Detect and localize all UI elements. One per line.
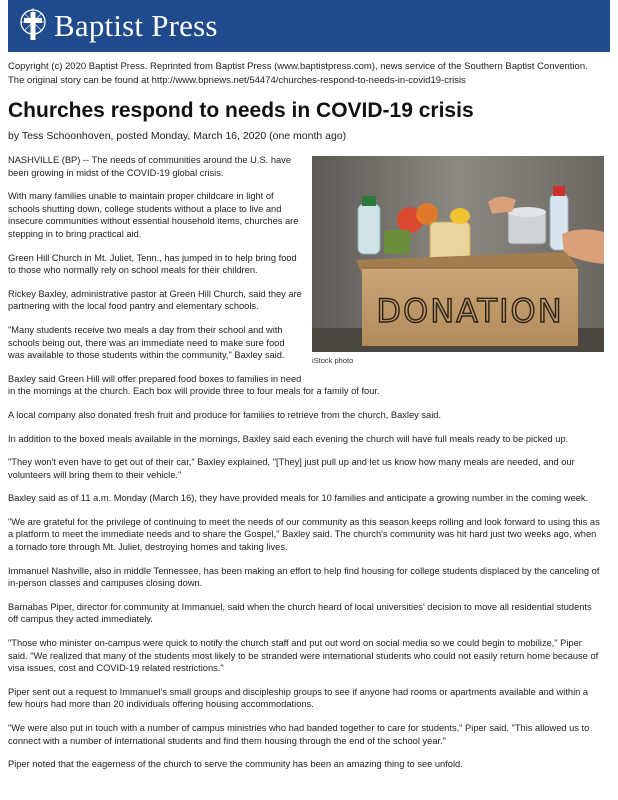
article-headline: Churches respond to needs in COVID-19 crisis — [8, 99, 474, 122]
paragraph: Piper sent out a request to Immanuel's small groups and discipleship groups to see if anyone had rooms or apartments available and within a few hours had more than 20 individuals offering housing accommodations. — [8, 686, 589, 710]
copyright-line: Copyright (c) 2020 Baptist Press. Reprinted from Baptist Press (www.baptistpress.com), news service of the Southern Baptist Convention. — [8, 61, 588, 72]
paragraph: Rickey Baxley, administrative pastor at Green Hill Church, said they are partnering with the local food pantry and elementary schools. — [8, 288, 302, 312]
paragraph: Barnabas Piper, director for community at Immanuel, said when the church heard of local universities' decision to move all residential students off campus they acted immediately. — [8, 601, 592, 625]
donation-box-image — [312, 156, 604, 352]
paragraph: "They won't even have to get out of their car," Baxley explained, "[They] just pull up and let us know how many meals are needed, and our volunteers will bring them to their vehicle." — [8, 457, 575, 480]
byline: by Tess Schoonhoven, posted Monday, March 16, 2020 (one month ago) — [8, 130, 347, 142]
paragraph: "Many students receive two meals a day from their school and with schools being out, there was an immediate need to make sure food was available to those students within the community," Baxley said. — [8, 324, 285, 361]
paragraph: Piper noted that the eagerness of the church to serve the community has been an amazing thing to see unfold. — [8, 759, 463, 770]
donation-photo — [312, 156, 604, 368]
paragraph: Baxley said as of 11 a.m. Monday (March 16), they have provided meals for 10 families and anticipate a growing number in the coming week. — [8, 493, 589, 504]
paragraph: "Those who minister on-campus were quick to notify the church staff and put out word on social media so we could begin to mobilize," Piper said. "We realized that many of the students most likely to be stranded were international students who could not easily return home because of visa issues, cost and COVID-19 related restrictions." — [8, 638, 599, 674]
paragraph: Green Hill Church in Mt. Juliet, Tenn., has jumped in to help bring food to those who normally rely on school meals for their children. — [8, 252, 297, 276]
brand-title[interactable]: Baptist Press — [54, 8, 218, 43]
source-link-line[interactable]: The original story can be found at http://www.bpnews.net/54474/churches-respond-to-needs-in-covid19-crisis — [8, 74, 466, 86]
paragraph: Immanuel Nashville, also in middle Tennessee, has been making an effort to help find housing for college students displaced by the canceling of in-person classes and campuses closing down. — [8, 565, 600, 589]
photo-caption: iStock photo — [312, 356, 354, 365]
paragraph: In addition to the boxed meals available in the mornings, Baxley said each evening the church will have full meals ready to be picked up. — [8, 433, 569, 444]
cross-emblem-icon — [18, 6, 48, 46]
paragraph: With many families unable to maintain proper childcare in light of schools shutting down, college students without a place to live and insecure communities without essential household items, churches are stepping in to bring practical aid. — [8, 191, 299, 239]
paragraph: "We were also put in touch with a number of campus ministries who had banded together to care for students," Piper said. "This allowed us to connect with a number of international students and find them housing through the end of the school year." — [8, 723, 590, 746]
paragraph: A local company also donated fresh fruit and produce for families to retrieve from the church, Baxley said. — [8, 409, 442, 420]
box-label: DONATION — [376, 292, 564, 330]
copyright-notice — [8, 60, 608, 87]
article-body — [8, 154, 604, 782]
paragraph: "We are grateful for the privilege of continuing to meet the needs of our community as this season keeps rolling and look forward to using this as a platform to meet the immediate needs and to share the Gospel," Baxley said. The church's community was hit hard just two weeks ago, when a tornado tore through Mt. Juliet, destroying homes and taking lives. — [8, 516, 600, 553]
paragraph: Baxley said Green Hill will offer prepared food boxes to families in need in the mornings at the church. Each box will provide three to four meals for a family of four. — [8, 373, 380, 397]
masthead — [8, 0, 610, 52]
paragraph: NASHVILLE (BP) -- The needs of communities around the U.S. have been growing in midst of the COVID-19 global crisis. — [8, 155, 292, 178]
